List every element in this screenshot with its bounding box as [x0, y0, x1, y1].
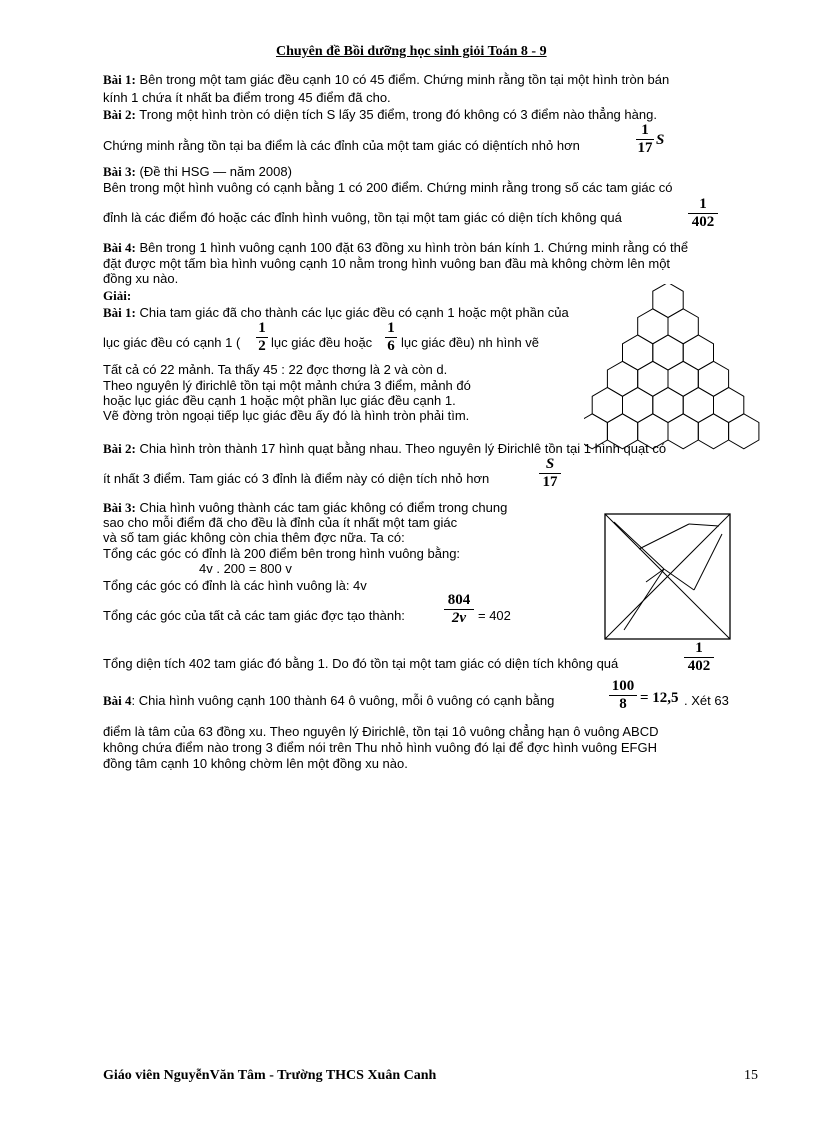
segment-line: [614, 522, 664, 569]
hexagon-cell: [714, 388, 744, 423]
solutions-heading: Giải:: [103, 288, 132, 303]
hexagon-cell: [592, 388, 622, 423]
fraction-s-17: S 17: [539, 456, 561, 491]
solution-1-line4: Theo nguyên lý đirichlê tồn tại một mảnh chứa 3 điểm, mảnh đó: [103, 378, 471, 393]
segment-line: [689, 524, 719, 526]
hexagon-cell: [623, 388, 653, 423]
hexagon-cell: [668, 414, 698, 449]
problem-3-line3: đỉnh là các điểm đó hoặc các đỉnh hình vuông, tồn tại một tam giác có diện tích không quá: [103, 210, 622, 225]
hexagon-cell: [683, 335, 713, 370]
hexagon-cell: [698, 414, 728, 449]
hexagon-cell: [623, 335, 653, 370]
solution-1-line6: Vẽ đờng tròn ngoại tiếp lục giác đều ấy đó là hình tròn phải tìm.: [103, 408, 470, 423]
hexagon-cell: [653, 284, 683, 318]
solution-1-line2a: lục giác đều có cạnh 1 (: [103, 335, 241, 350]
solution-2-label: Bài 2:: [103, 441, 136, 456]
fraction-1-17: 1 17: [637, 122, 653, 156]
solution-4-line3: không chứa điểm nào trong 3 điểm nói trên Thu nhỏ hình vuông đó lại để đợc hình vuông EFGH: [103, 740, 657, 755]
solution-3-line3: và số tam giác không còn chia thêm đợc nữa. Ta có:: [103, 530, 405, 545]
solution-3-line5: 4v . 200 = 800 v: [199, 561, 292, 576]
solution-1: Bài 1: Chia tam giác đã cho thành các lục giác đều có cạnh 1 hoặc một phần của: [103, 305, 569, 320]
hexagon-cell: [683, 388, 713, 423]
solution-1-label: Bài 1:: [103, 305, 136, 320]
fraction-1-402-b: 1 402: [684, 640, 714, 675]
solution-4-label: Bài 4: [103, 693, 132, 708]
solution-1-line2c: lục giác đều) nh hình vẽ: [401, 335, 540, 350]
problem-4: Bài 4: Bên trong 1 hình vuông cạnh 100 đặt 63 đồng xu hình tròn bán kính 1. Chứng minh rằng có thể: [103, 240, 689, 255]
solution-4-line1b: . Xét 63: [684, 693, 729, 708]
problem-4-line3: đồng xu nào.: [103, 271, 179, 286]
solution-3-line8: Tổng diện tích 402 tam giác đó bằng 1. Do đó tồn tại một tam giác có diện tích không quá: [103, 656, 619, 671]
problem-3-label: Bài 3:: [103, 164, 136, 179]
segment-line: [664, 569, 694, 590]
problem-2-line2: Chứng minh rằng tồn tại ba điểm là các đỉnh của một tam giác có diệntích nhỏ hơn: [103, 138, 580, 153]
fraction-1-402: 1 402: [688, 196, 718, 231]
footer-author: Giáo viên NguyễnVăn Tâm - Trường THCS Xuân Canh: [103, 1068, 437, 1083]
result-12-5: = 12,5: [640, 690, 679, 706]
problem-1-label: Bài 1:: [103, 72, 136, 87]
segment-line: [646, 569, 664, 582]
problem-3-line2: Bên trong một hình vuông có cạnh bằng 1 có 200 điểm. Chứng minh rằng trong số các tam giác có: [103, 180, 673, 195]
solution-1-line3: Tất cả có 22 mảnh. Ta thấy 45 : 22 đợc thơng là 2 và còn d.: [103, 362, 448, 377]
fraction-804-2v: 804 2v: [444, 592, 474, 627]
problem-4-line2: đặt được một tấm bìa hình vuông cạnh 10 nằm trong hình vuông ban đầu mà không chờm lên một: [103, 256, 671, 271]
solution-1-line2b: lục giác đều hoặc: [271, 335, 373, 350]
segment-line: [694, 534, 722, 590]
hexagon-cell: [668, 309, 698, 344]
problem-2-label: Bài 2:: [103, 107, 136, 122]
segment-line: [624, 569, 664, 630]
square-triangulation-figure: [604, 512, 734, 642]
hexagon-cell: [698, 361, 728, 396]
page-title: Chuyên đề Bồi dưỡng học sinh giỏi Toán 8 - 9: [276, 44, 547, 59]
solution-2: Bài 2: Chia hình tròn thành 17 hình quạt bằng nhau. Theo nguyên lý Đirichlê tồn tại 1 hình quạt có: [103, 441, 667, 456]
solution-3-label: Bài 3:: [103, 500, 136, 515]
hexagon-triangle-figure: [584, 284, 764, 464]
solution-4-line2: điểm là tâm của 63 đồng xu. Theo nguyên lý Đirichlê, tồn tại 1ô vuông chẳng hạn ô vuông ABCD: [103, 724, 659, 739]
problem-1: Bài 1: Bên trong một tam giác đều cạnh 10 có 45 điểm. Chứng minh rằng tồn tại một hình tròn bán: [103, 72, 670, 87]
problem-1-line2: kính 1 chứa ít nhất ba điểm trong 45 điểm đã cho.: [103, 90, 391, 105]
fraction-1-2: 1 2: [256, 320, 268, 355]
hexagon-cell: [653, 335, 683, 370]
problem-4-label: Bài 4:: [103, 240, 136, 255]
hexagon-cell: [607, 361, 637, 396]
page-number: 15: [744, 1068, 758, 1083]
solution-4-line4: đồng tâm cạnh 10 không chờm lên một đồng xu nào.: [103, 756, 408, 771]
solution-3-line4: Tổng các góc có đỉnh là 200 điểm bên trong hình vuông bằng:: [103, 546, 461, 561]
solution-3-line7: Tổng các góc của tất cả các tam giác đợc tạo thành:: [103, 608, 405, 623]
solution-4: Bài 4: Chia hình vuông cạnh 100 thành 64 ô vuông, mỗi ô vuông có cạnh bằng: [103, 693, 555, 708]
hexagon-cell: [638, 309, 668, 344]
solution-3: Bài 3: Chia hình vuông thành các tam giác không có điểm trong chung: [103, 500, 508, 515]
problem-3: Bài 3: (Đề thi HSG — năm 2008): [103, 164, 292, 179]
solution-3-line6: Tổng các góc có đỉnh là các hình vuông là: 4v: [103, 578, 367, 593]
segment-line: [639, 524, 689, 549]
solution-3-eq: = 402: [478, 608, 511, 623]
solution-1-line5: hoặc lục giác đều cạnh 1 hoặc một phần lục giác đều cạnh 1.: [103, 393, 456, 408]
solution-3-line2: sao cho mỗi điểm đã cho đều là đỉnh của ít nhất một tam giác: [103, 515, 458, 530]
hexagon-cell: [653, 388, 683, 423]
hexagon-cell: [729, 414, 759, 449]
fraction-1-6: 1 6: [385, 320, 397, 355]
solution-2-line2: ít nhất 3 điểm. Tam giác có 3 đỉnh là điểm này có diện tích nhỏ hơn: [103, 471, 490, 486]
fraction-100-8: 100 8: [609, 678, 637, 713]
problem-2: Bài 2: Trong một hình tròn có diện tích S lấy 35 điểm, trong đó không có 3 điểm nào thẳng hàng.: [103, 107, 657, 122]
hexagon-cell: [668, 361, 698, 396]
hexagon-cell: [638, 361, 668, 396]
area-symbol-s: S: [656, 132, 665, 148]
